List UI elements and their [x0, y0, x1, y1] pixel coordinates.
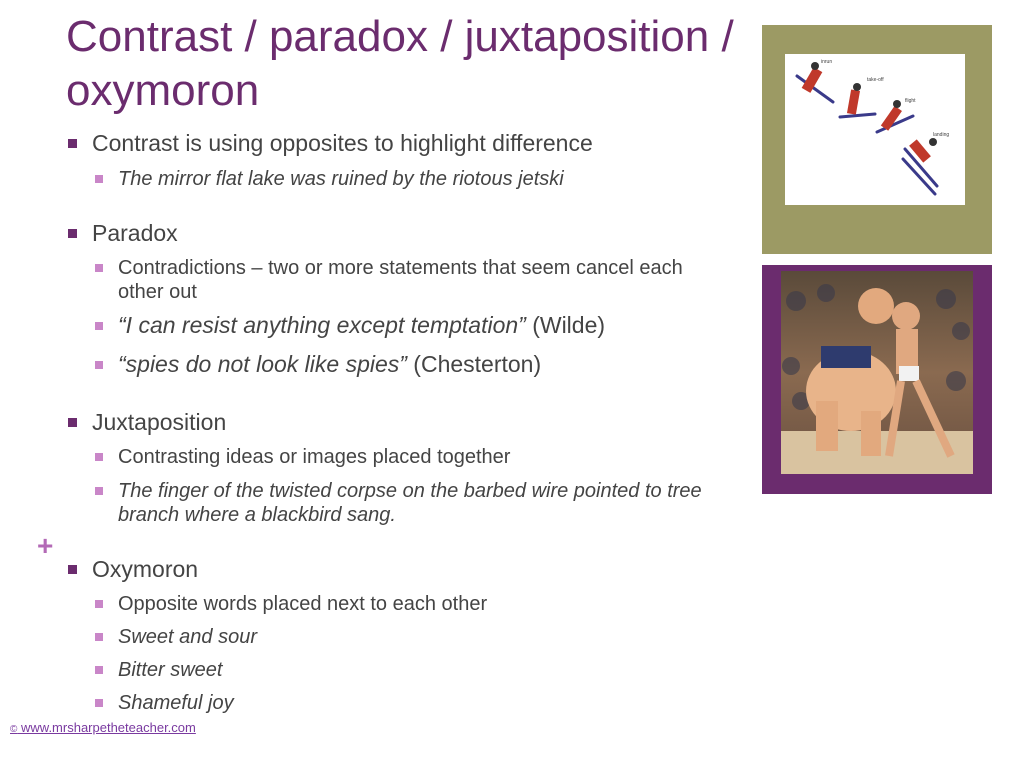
slide-title: Contrast / paradox / juxtaposition / oxymoron [66, 12, 734, 115]
sub-bullet-text: Bitter sweet [118, 659, 223, 681]
bullet-heading: Juxtaposition [92, 409, 227, 435]
square-bullet-icon [95, 264, 103, 272]
sub-bullet-text: The mirror flat lake was ruined by the riotous jetski [118, 168, 564, 190]
square-bullet-icon [95, 175, 103, 183]
ski-label: take-off [867, 77, 884, 83]
sub-bullet-text: Contrasting ideas or images placed together [118, 446, 511, 468]
footer-url[interactable]: www.mrsharpetheteacher.com [21, 720, 196, 735]
sub-bullet-text: Opposite words placed next to each other [118, 593, 488, 615]
sub-bullet-text: Contradictions – two or more statements that seem cancel each other out [118, 257, 683, 303]
square-bullet-icon [95, 322, 103, 330]
sumo-illustration [781, 271, 973, 474]
square-bullet-icon [95, 600, 103, 608]
square-bullet-icon [68, 418, 77, 427]
bullet-heading: Oxymoron [92, 556, 199, 582]
bullet-heading: Paradox [92, 220, 178, 246]
quote-text: “I can resist anything except temptation” [118, 312, 526, 338]
quote-source: (Chesterton) [406, 351, 542, 377]
sub-bullet-text [118, 352, 738, 376]
square-bullet-icon [95, 361, 103, 369]
ski-jump-illustration [785, 54, 965, 205]
square-bullet-icon [95, 666, 103, 674]
sub-bullet-text: Shameful joy [118, 692, 234, 714]
square-bullet-icon [95, 699, 103, 707]
sub-bullet-text: Sweet and sour [118, 626, 257, 648]
square-bullet-icon [68, 139, 77, 148]
sub-bullet-text [118, 313, 738, 337]
bullet-heading: Contrast is using opposites to highlight difference [92, 130, 593, 156]
ski-label: inrun [821, 59, 833, 65]
square-bullet-icon [95, 633, 103, 641]
square-bullet-icon [95, 487, 103, 495]
square-bullet-icon [68, 565, 77, 574]
quote-source: (Wilde) [525, 312, 606, 338]
footer-link[interactable] [10, 720, 196, 735]
sumo-photo [781, 271, 973, 474]
square-bullet-icon [95, 453, 103, 461]
ski-jump-image [785, 54, 965, 205]
ski-label: landing [933, 132, 950, 138]
square-bullet-icon [68, 229, 77, 238]
copyright-symbol: © [10, 724, 18, 735]
sub-bullet-text: The finger of the twisted corpse on the barbed wire pointed to tree branch where a blackbird sang. [118, 480, 702, 526]
plus-icon: + [37, 530, 54, 561]
ski-label: flight [905, 98, 916, 104]
quote-text: “spies do not look like spies” [118, 351, 407, 377]
